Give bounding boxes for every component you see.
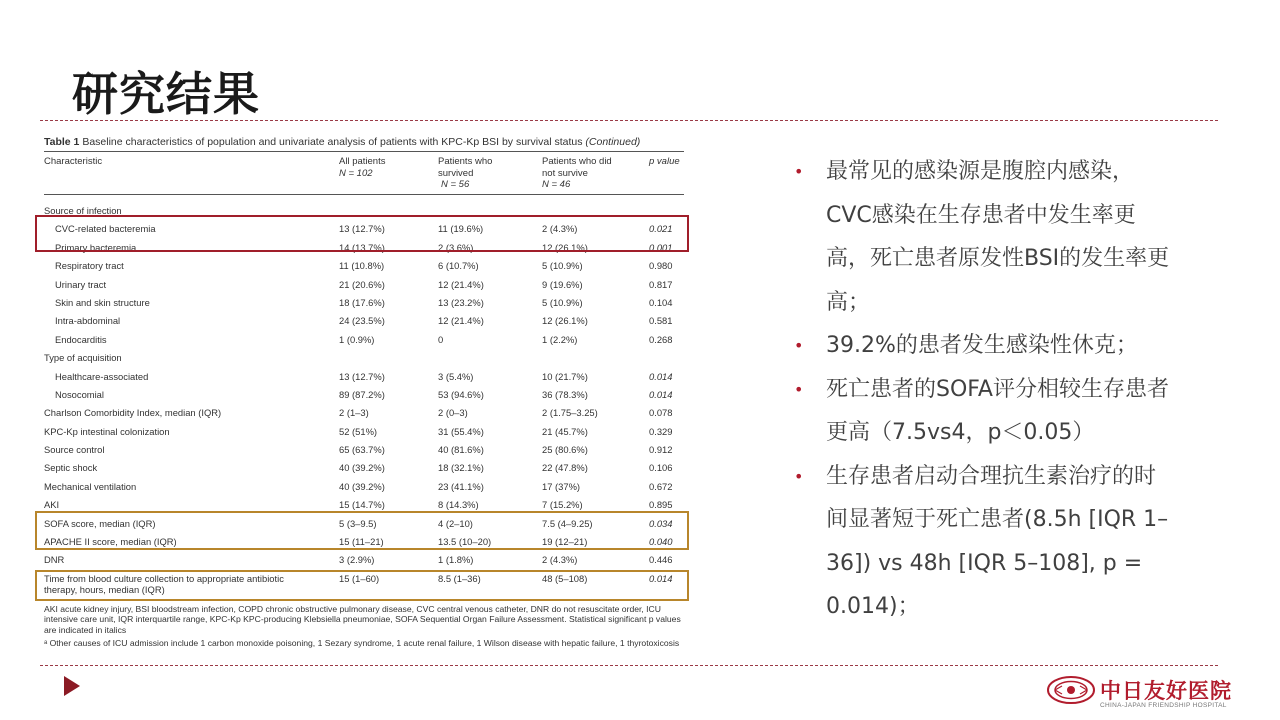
table-row — [44, 423, 684, 441]
cell-not-survived: 12 (26.1%) — [542, 241, 588, 253]
cell-p-value: 0.021 — [649, 223, 673, 235]
cell-all-patients: 40 (39.2%) — [339, 480, 385, 492]
bullet-dot-icon: • — [794, 336, 804, 355]
cell-not-survived: 1 (2.2%) — [542, 333, 578, 345]
cell-characteristic: KPC-Kp intestinal colonization — [44, 425, 170, 437]
cell-characteristic: DNR — [44, 554, 65, 566]
cell-characteristic: AKI — [44, 499, 60, 511]
table-header — [44, 151, 684, 195]
header-all-line2: N = 102 — [339, 167, 373, 179]
cell-p-value: 0.895 — [649, 499, 673, 511]
table-row — [44, 294, 684, 312]
cell-p-value: 0.268 — [649, 333, 673, 345]
cell-survived: 0 — [438, 333, 444, 345]
cell-all-patients: 13 (12.7%) — [339, 223, 385, 235]
cell-p-value: 0.034 — [649, 517, 673, 529]
cell-all-patients: 15 (1–60) — [339, 572, 380, 584]
table-row — [44, 459, 684, 477]
cell-p-value: 0.581 — [649, 315, 673, 327]
cell-not-survived: 9 (19.6%) — [542, 278, 583, 290]
cell-characteristic: CVC-related bacteremia — [55, 223, 156, 235]
cell-p-value: 0.329 — [649, 425, 673, 437]
cell-not-survived: 25 (80.6%) — [542, 444, 588, 456]
table-row — [44, 368, 684, 386]
page-title: 研究结果 — [72, 67, 260, 121]
cell-characteristic: Charlson Comorbidity Index, median (IQR) — [44, 407, 222, 419]
table-row — [44, 331, 684, 349]
cell-survived: 8.5 (1–36) — [438, 572, 481, 584]
cell-survived: 12 (21.4%) — [438, 315, 484, 327]
highlight-severity-scores — [35, 511, 689, 550]
cell-p-value: 0.040 — [649, 536, 673, 548]
cell-not-survived: 7.5 (4–9.25) — [542, 517, 593, 529]
cell-characteristic: Nosocomial — [55, 388, 104, 400]
cell-characteristic: Respiratory tract — [55, 260, 124, 272]
cell-p-value: 0.106 — [649, 462, 673, 474]
cell-survived: 40 (81.6%) — [438, 444, 484, 456]
bullet-dot-icon: • — [794, 162, 804, 181]
table-caption-continued: (Continued) — [585, 136, 641, 148]
finding-text: 死亡患者的SOFA评分相较生存患者更高（7.5vs4，p＜0.05） — [826, 376, 1169, 445]
cell-p-value: 0.078 — [649, 407, 673, 419]
cell-all-patients: 52 (51%) — [339, 425, 378, 437]
cell-characteristic: Mechanical ventilation — [44, 480, 137, 492]
cell-all-patients: 24 (23.5%) — [339, 315, 385, 327]
cell-survived: 13 (23.2%) — [438, 296, 484, 308]
header-died-line2: not survive — [542, 167, 588, 179]
header-p-value: p value — [649, 156, 680, 167]
cell-characteristic: Skin and skin structure — [55, 296, 150, 308]
table-row — [44, 441, 684, 459]
cell-survived: 8 (14.3%) — [438, 499, 479, 511]
cell-not-survived: 19 (12–21) — [542, 536, 588, 548]
table-row — [44, 404, 684, 422]
cell-survived: 23 (41.1%) — [438, 480, 484, 492]
cell-p-value: 0.672 — [649, 480, 673, 492]
cell-characteristic: Type of acquisition — [44, 352, 122, 364]
cell-not-survived: 10 (21.7%) — [542, 370, 588, 382]
cell-not-survived: 21 (45.7%) — [542, 425, 588, 437]
table-row — [44, 257, 684, 275]
cell-all-patients: 21 (20.6%) — [339, 278, 385, 290]
cell-survived: 11 (19.6%) — [438, 223, 484, 235]
cell-all-patients: 15 (11–21) — [339, 536, 384, 548]
finding-item — [790, 368, 1170, 455]
table-row — [44, 386, 684, 404]
cell-characteristic: Endocarditis — [55, 333, 107, 345]
table-caption — [44, 136, 684, 149]
cell-characteristic: Intra-abdominal — [55, 315, 121, 327]
cell-survived: 31 (55.4%) — [438, 425, 484, 437]
cell-p-value: 0.446 — [649, 554, 673, 566]
header-characteristic: Characteristic — [44, 156, 103, 167]
cell-not-survived: 12 (26.1%) — [542, 315, 588, 327]
cell-characteristic: SOFA score, median (IQR) — [44, 517, 156, 529]
cell-characteristic: APACHE II score, median (IQR) — [44, 536, 177, 548]
cell-p-value: 0.001 — [649, 241, 673, 253]
cell-characteristic: Primary bacteremia — [55, 241, 137, 253]
cell-survived: 2 (0–3) — [438, 407, 468, 419]
finding-text: 最常见的感染源是腹腔内感染，CVC感染在生存患者中发生率更高，死亡患者原发性BSI的发生率更高； — [826, 159, 1170, 315]
hospital-emblem-icon — [1046, 674, 1096, 706]
header-died-line1: Patients who did — [542, 156, 612, 167]
cell-all-patients: 13 (12.7%) — [339, 370, 385, 382]
cell-all-patients: 3 (2.9%) — [339, 554, 375, 566]
cell-not-survived: 2 (4.3%) — [542, 554, 578, 566]
cell-all-patients: 14 (13.7%) — [339, 241, 385, 253]
table-footnote-icu: ᵃ Other causes of ICU admission include 1 carbon monoxide poisoning, 1 Sezary syndrome, 1 acute renal failure, 1 Wilson disease with hepatic failure, 1 thyrotoxicosis — [44, 637, 680, 648]
table-row — [44, 551, 684, 569]
bottom-divider — [40, 665, 1218, 666]
cell-not-survived: 17 (37%) — [542, 480, 581, 492]
bullet-dot-icon: • — [794, 466, 804, 486]
cell-all-patients: 89 (87.2%) — [339, 388, 385, 400]
cell-survived: 18 (32.1%) — [438, 462, 484, 474]
cell-p-value: 0.980 — [649, 260, 673, 272]
cell-survived: 53 (94.6%) — [438, 388, 484, 400]
cell-survived: 1 (1.8%) — [438, 554, 474, 566]
cell-not-survived: 22 (47.8%) — [542, 462, 588, 474]
cell-characteristic: Source of infection — [44, 205, 122, 216]
cell-survived: 12 (21.4%) — [438, 278, 484, 290]
play-triangle-icon[interactable] — [64, 676, 80, 696]
cell-survived: 2 (3.6%) — [438, 241, 474, 253]
cell-not-survived: 2 (1.75–3.25) — [542, 407, 598, 419]
hospital-logo — [1046, 674, 1242, 714]
table-row — [44, 276, 684, 294]
cell-characteristic: Septic shock — [44, 462, 98, 474]
table-caption-label: Table 1 — [44, 136, 80, 148]
hospital-name-en: CHINA-JAPAN FRIENDSHIP HOSPITAL — [1100, 702, 1227, 709]
cell-not-survived: 5 (10.9%) — [542, 296, 583, 308]
highlight-antibiotic-timing — [35, 570, 689, 601]
cell-p-value: 0.014 — [649, 572, 673, 584]
finding-item — [790, 150, 1170, 324]
table-row — [44, 312, 684, 330]
cell-all-patients: 40 (39.2%) — [339, 462, 385, 474]
table-caption-text: Baseline characteristics of population and univariate analysis of patients with KPC-Kp BSI by survival status — [79, 136, 586, 148]
finding-item — [790, 455, 1170, 629]
finding-text: 39.2%的患者发生感染性休克； — [826, 333, 1138, 358]
cell-p-value: 0.014 — [649, 388, 673, 400]
cell-characteristic: Source control — [44, 444, 105, 456]
cell-p-value: 0.912 — [649, 444, 673, 456]
cell-characteristic: Healthcare-associated — [55, 370, 149, 382]
cell-all-patients: 1 (0.9%) — [339, 333, 375, 345]
key-findings-list — [790, 150, 1170, 629]
header-survived-line3: N = 56 — [441, 179, 470, 190]
hospital-name-cn: 中日友好医院 — [1100, 678, 1232, 703]
table-row — [44, 478, 684, 496]
header-not-survived — [542, 156, 612, 191]
cell-all-patients: 65 (63.7%) — [339, 444, 385, 456]
table-footnote-abbrev: AKI acute kidney injury, BSI bloodstream infection, COPD chronic obstructive pulmonary disease, CVC central venous catheter, DNR do not resuscitate order, ICU intensive care unit, IQR interquartile range, KPC-Kp KPC-producing Klebsiella pneumoniae, SOFA Sequential Organ Failure Assessment. Statistical significant p values are indicated in italics — [44, 603, 681, 635]
cell-survived: 6 (10.7%) — [438, 260, 479, 272]
header-all-line1: All patients — [339, 156, 386, 167]
finding-item — [790, 324, 1170, 368]
cell-p-value: 0.014 — [649, 370, 673, 382]
cell-all-patients: 11 (10.8%) — [339, 260, 385, 272]
table-row — [44, 349, 684, 367]
bullet-dot-icon: • — [794, 379, 804, 399]
cell-not-survived: 2 (4.3%) — [542, 223, 578, 235]
cell-survived: 13.5 (10–20) — [438, 536, 492, 548]
header-survived — [438, 156, 492, 191]
cell-not-survived: 5 (10.9%) — [542, 260, 583, 272]
cell-all-patients: 18 (17.6%) — [339, 296, 385, 308]
header-survived-line2: survived — [438, 167, 474, 179]
cell-all-patients: 5 (3–9.5) — [339, 517, 377, 529]
cell-not-survived: 48 (5–108) — [542, 572, 588, 584]
cell-survived: 4 (2–10) — [438, 517, 473, 529]
top-divider — [40, 120, 1218, 121]
cell-characteristic: Time from blood culture collection to appropriate antibiotic therapy, hours, median (IQR) — [44, 572, 284, 596]
cell-characteristic: Urinary tract — [55, 278, 107, 290]
header-survived-line1: Patients who — [438, 156, 493, 167]
cell-survived: 3 (5.4%) — [438, 370, 474, 382]
cell-p-value: 0.104 — [649, 296, 673, 308]
cell-not-survived: 7 (15.2%) — [542, 499, 583, 511]
cell-all-patients: 2 (1–3) — [339, 407, 369, 419]
header-all-patients — [339, 156, 385, 179]
cell-p-value: 0.817 — [649, 278, 673, 290]
cell-all-patients: 15 (14.7%) — [339, 499, 385, 511]
finding-text: 生存患者启动合理抗生素治疗的时间显著短于死亡患者(8.5h [IQR 1–36]) vs 48h [IQR 5–108], p = 0.014)； — [826, 463, 1169, 619]
cell-not-survived: 36 (78.3%) — [542, 388, 588, 400]
header-died-line3: N = 46 — [542, 179, 571, 190]
highlight-source-infection — [35, 215, 689, 252]
